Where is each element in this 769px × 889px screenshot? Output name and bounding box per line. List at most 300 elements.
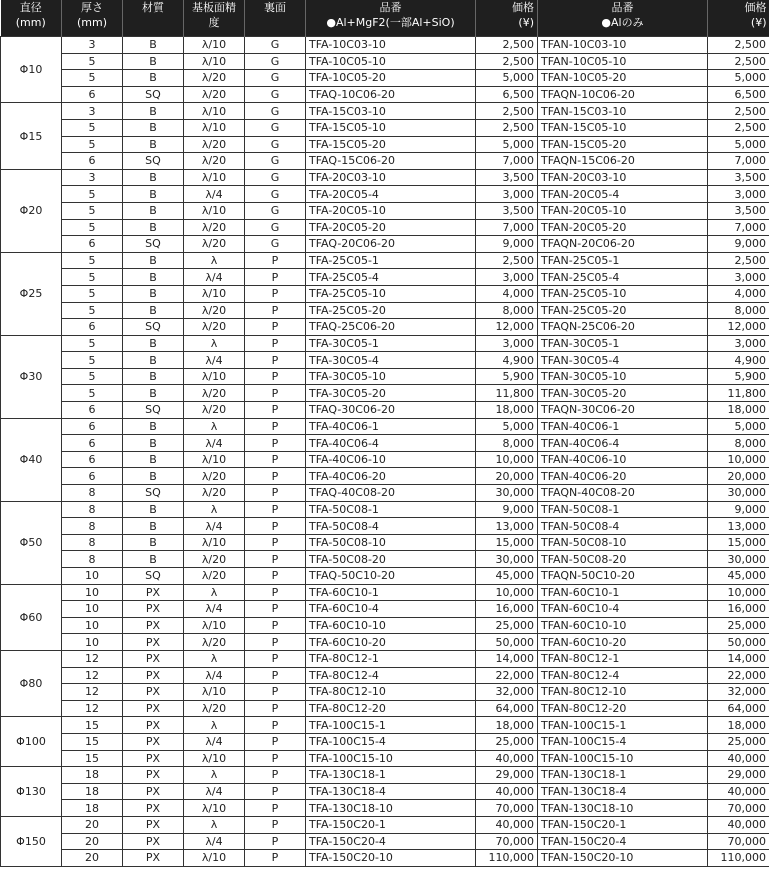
price-b-cell: 7,000 [708, 219, 769, 236]
back-cell: P [245, 551, 306, 568]
back-cell: G [245, 169, 306, 186]
part-number-b-cell: TFAN-30C05-4 [538, 352, 708, 369]
part-number-b-cell: TFAN-25C05-1 [538, 252, 708, 269]
back-cell: P [245, 385, 306, 402]
thickness-cell: 8 [62, 485, 123, 502]
price-a-cell: 18,000 [476, 402, 538, 419]
precision-cell: λ [184, 418, 245, 435]
material-cell: PX [123, 800, 184, 817]
price-a-cell: 45,000 [476, 568, 538, 585]
table-row [1, 534, 769, 551]
thickness-cell: 5 [62, 202, 123, 219]
part-number-a-cell: TFA-150C20-10 [306, 850, 476, 867]
thickness-cell: 20 [62, 850, 123, 867]
table-row [1, 319, 769, 336]
table-row [1, 202, 769, 219]
back-cell: P [245, 816, 306, 833]
diameter-cell: Φ50 [1, 501, 62, 584]
part-number-a-cell: TFA-80C12-4 [306, 667, 476, 684]
back-cell: P [245, 601, 306, 618]
header-part-number-a: 品番 ●Al+MgF2(一部Al+SiO) [306, 0, 476, 37]
price-a-cell: 8,000 [476, 435, 538, 452]
thickness-cell: 5 [62, 352, 123, 369]
price-b-cell: 3,000 [708, 186, 769, 203]
precision-cell: λ/20 [184, 485, 245, 502]
thickness-cell: 5 [62, 70, 123, 87]
price-a-cell: 5,000 [476, 70, 538, 87]
part-number-b-cell: TFAN-10C05-10 [538, 53, 708, 70]
precision-cell: λ/10 [184, 850, 245, 867]
table-row [1, 335, 769, 352]
price-b-cell: 3,500 [708, 169, 769, 186]
part-number-b-cell: TFAN-130C18-4 [538, 783, 708, 800]
part-number-b-cell: TFAN-80C12-10 [538, 684, 708, 701]
price-b-cell: 2,500 [708, 37, 769, 54]
header-price-b: 価格 (¥) [708, 0, 769, 37]
part-number-b-cell: TFAQN-40C08-20 [538, 485, 708, 502]
material-cell: B [123, 119, 184, 136]
header-price-a: 価格 (¥) [476, 0, 538, 37]
table-row [1, 783, 769, 800]
material-cell: B [123, 37, 184, 54]
part-number-a-cell: TFA-150C20-1 [306, 816, 476, 833]
precision-cell: λ/10 [184, 103, 245, 120]
thickness-cell: 5 [62, 186, 123, 203]
price-a-cell: 7,000 [476, 219, 538, 236]
table-row [1, 70, 769, 87]
part-number-b-cell: TFAN-50C08-20 [538, 551, 708, 568]
price-a-cell: 40,000 [476, 750, 538, 767]
price-b-cell: 45,000 [708, 568, 769, 585]
part-number-b-cell: TFAN-15C03-10 [538, 103, 708, 120]
back-cell: P [245, 700, 306, 717]
price-b-cell: 5,900 [708, 368, 769, 385]
price-a-cell: 30,000 [476, 485, 538, 502]
table-row [1, 119, 769, 136]
back-cell: P [245, 850, 306, 867]
back-cell: P [245, 451, 306, 468]
table-row [1, 368, 769, 385]
part-number-a-cell: TFA-10C05-10 [306, 53, 476, 70]
table-row [1, 451, 769, 468]
precision-cell: λ/4 [184, 269, 245, 286]
price-b-cell: 2,500 [708, 252, 769, 269]
table-row [1, 584, 769, 601]
thickness-cell: 6 [62, 153, 123, 170]
price-b-cell: 4,900 [708, 352, 769, 369]
price-a-cell: 3,500 [476, 202, 538, 219]
price-a-cell: 2,500 [476, 53, 538, 70]
table-row [1, 418, 769, 435]
precision-cell: λ/20 [184, 86, 245, 103]
part-number-a-cell: TFA-25C05-4 [306, 269, 476, 286]
part-number-b-cell: TFAN-10C05-20 [538, 70, 708, 87]
table-row [1, 833, 769, 850]
precision-cell: λ/4 [184, 435, 245, 452]
price-a-cell: 5,900 [476, 368, 538, 385]
diameter-cell: Φ130 [1, 767, 62, 817]
back-cell: P [245, 285, 306, 302]
thickness-cell: 5 [62, 385, 123, 402]
thickness-cell: 20 [62, 833, 123, 850]
header-back: 裏面 [245, 0, 306, 37]
thickness-cell: 18 [62, 783, 123, 800]
price-b-cell: 5,000 [708, 418, 769, 435]
back-cell: G [245, 136, 306, 153]
price-a-cell: 2,500 [476, 103, 538, 120]
part-number-b-cell: TFAQN-25C06-20 [538, 319, 708, 336]
price-a-cell: 10,000 [476, 451, 538, 468]
material-cell: SQ [123, 86, 184, 103]
price-a-cell: 110,000 [476, 850, 538, 867]
back-cell: G [245, 202, 306, 219]
back-cell: P [245, 501, 306, 518]
table-row [1, 252, 769, 269]
material-cell: PX [123, 717, 184, 734]
table-row [1, 816, 769, 833]
back-cell: G [245, 219, 306, 236]
material-cell: B [123, 219, 184, 236]
thickness-cell: 12 [62, 667, 123, 684]
thickness-cell: 15 [62, 733, 123, 750]
price-b-cell: 64,000 [708, 700, 769, 717]
material-cell: B [123, 202, 184, 219]
part-number-b-cell: TFAN-20C05-10 [538, 202, 708, 219]
part-number-b-cell: TFAN-10C03-10 [538, 37, 708, 54]
price-b-cell: 30,000 [708, 485, 769, 502]
table-header [1, 0, 769, 37]
part-number-a-cell: TFA-60C10-1 [306, 584, 476, 601]
part-number-b-cell: TFAQN-20C06-20 [538, 236, 708, 253]
thickness-cell: 10 [62, 617, 123, 634]
thickness-cell: 18 [62, 800, 123, 817]
precision-cell: λ [184, 335, 245, 352]
thickness-cell: 12 [62, 650, 123, 667]
precision-cell: λ/4 [184, 186, 245, 203]
price-b-cell: 18,000 [708, 402, 769, 419]
price-b-cell: 8,000 [708, 435, 769, 452]
back-cell: P [245, 302, 306, 319]
thickness-cell: 6 [62, 435, 123, 452]
price-a-cell: 18,000 [476, 717, 538, 734]
back-cell: P [245, 335, 306, 352]
back-cell: G [245, 37, 306, 54]
part-number-b-cell: TFAN-100C15-4 [538, 733, 708, 750]
material-cell: B [123, 534, 184, 551]
material-cell: B [123, 103, 184, 120]
thickness-cell: 5 [62, 53, 123, 70]
table-row [1, 468, 769, 485]
precision-cell: λ/10 [184, 53, 245, 70]
part-number-a-cell: TFA-30C05-10 [306, 368, 476, 385]
diameter-cell: Φ40 [1, 418, 62, 501]
table-row [1, 385, 769, 402]
back-cell: G [245, 103, 306, 120]
price-b-cell: 25,000 [708, 733, 769, 750]
part-number-b-cell: TFAN-15C05-10 [538, 119, 708, 136]
price-b-cell: 70,000 [708, 833, 769, 850]
material-cell: B [123, 435, 184, 452]
back-cell: P [245, 717, 306, 734]
part-number-a-cell: TFA-25C05-1 [306, 252, 476, 269]
thickness-cell: 10 [62, 584, 123, 601]
back-cell: G [245, 236, 306, 253]
diameter-cell: Φ60 [1, 584, 62, 650]
table-row [1, 219, 769, 236]
part-number-a-cell: TFAQ-15C06-20 [306, 153, 476, 170]
table-row [1, 169, 769, 186]
table-row [1, 236, 769, 253]
material-cell: PX [123, 667, 184, 684]
part-number-a-cell: TFA-40C06-10 [306, 451, 476, 468]
precision-cell: λ/20 [184, 153, 245, 170]
price-a-cell: 3,500 [476, 169, 538, 186]
price-a-cell: 29,000 [476, 767, 538, 784]
price-b-cell: 9,000 [708, 236, 769, 253]
price-b-cell: 32,000 [708, 684, 769, 701]
price-a-cell: 3,000 [476, 269, 538, 286]
part-number-a-cell: TFAQ-20C06-20 [306, 236, 476, 253]
part-number-b-cell: TFAN-50C08-10 [538, 534, 708, 551]
material-cell: PX [123, 700, 184, 717]
price-a-cell: 14,000 [476, 650, 538, 667]
part-number-b-cell: TFAN-50C08-1 [538, 501, 708, 518]
back-cell: P [245, 568, 306, 585]
part-number-a-cell: TFA-50C08-1 [306, 501, 476, 518]
material-cell: B [123, 518, 184, 535]
precision-cell: λ/10 [184, 169, 245, 186]
part-number-b-cell: TFAN-60C10-1 [538, 584, 708, 601]
thickness-cell: 6 [62, 402, 123, 419]
material-cell: PX [123, 684, 184, 701]
part-number-b-cell: TFAQN-10C06-20 [538, 86, 708, 103]
price-a-cell: 5,000 [476, 418, 538, 435]
back-cell: P [245, 634, 306, 651]
back-cell: P [245, 485, 306, 502]
back-cell: G [245, 186, 306, 203]
part-number-b-cell: TFAN-25C05-20 [538, 302, 708, 319]
thickness-cell: 10 [62, 601, 123, 618]
part-number-a-cell: TFA-130C18-10 [306, 800, 476, 817]
part-number-b-cell: TFAN-40C06-4 [538, 435, 708, 452]
thickness-cell: 5 [62, 285, 123, 302]
material-cell: B [123, 53, 184, 70]
diameter-cell: Φ30 [1, 335, 62, 418]
thickness-cell: 5 [62, 252, 123, 269]
table-row [1, 352, 769, 369]
back-cell: G [245, 86, 306, 103]
precision-cell: λ/4 [184, 352, 245, 369]
material-cell: PX [123, 617, 184, 634]
diameter-cell: Φ80 [1, 650, 62, 716]
precision-cell: λ/10 [184, 285, 245, 302]
thickness-cell: 5 [62, 335, 123, 352]
part-number-b-cell: TFAN-100C15-10 [538, 750, 708, 767]
part-number-b-cell: TFAN-150C20-4 [538, 833, 708, 850]
material-cell: PX [123, 750, 184, 767]
back-cell: P [245, 319, 306, 336]
part-number-a-cell: TFAQ-30C06-20 [306, 402, 476, 419]
material-cell: PX [123, 833, 184, 850]
table-row [1, 501, 769, 518]
price-a-cell: 70,000 [476, 800, 538, 817]
part-number-b-cell: TFAN-150C20-10 [538, 850, 708, 867]
precision-cell: λ/20 [184, 385, 245, 402]
material-cell: B [123, 136, 184, 153]
precision-cell: λ/20 [184, 568, 245, 585]
material-cell: SQ [123, 402, 184, 419]
diameter-cell: Φ25 [1, 252, 62, 335]
thickness-cell: 8 [62, 551, 123, 568]
precision-cell: λ/20 [184, 551, 245, 568]
back-cell: G [245, 153, 306, 170]
price-a-cell: 25,000 [476, 733, 538, 750]
material-cell: SQ [123, 153, 184, 170]
table-row [1, 269, 769, 286]
table-row [1, 153, 769, 170]
back-cell: P [245, 534, 306, 551]
precision-cell: λ/4 [184, 667, 245, 684]
back-cell: P [245, 733, 306, 750]
part-number-b-cell: TFAN-100C15-1 [538, 717, 708, 734]
price-a-cell: 10,000 [476, 584, 538, 601]
price-b-cell: 20,000 [708, 468, 769, 485]
price-a-cell: 40,000 [476, 816, 538, 833]
price-b-cell: 7,000 [708, 153, 769, 170]
part-number-a-cell: TFA-20C05-4 [306, 186, 476, 203]
diameter-cell: Φ10 [1, 37, 62, 103]
table-row [1, 800, 769, 817]
part-number-b-cell: TFAN-15C05-20 [538, 136, 708, 153]
material-cell: B [123, 451, 184, 468]
part-number-b-cell: TFAQN-50C10-20 [538, 568, 708, 585]
back-cell: P [245, 750, 306, 767]
header-precision: 基板面精度 [184, 0, 245, 37]
table-row [1, 700, 769, 717]
back-cell: P [245, 650, 306, 667]
table-row [1, 103, 769, 120]
part-number-b-cell: TFAN-30C05-1 [538, 335, 708, 352]
back-cell: G [245, 119, 306, 136]
part-number-a-cell: TFAQ-10C06-20 [306, 86, 476, 103]
price-b-cell: 6,500 [708, 86, 769, 103]
part-number-a-cell: TFA-150C20-4 [306, 833, 476, 850]
back-cell: G [245, 70, 306, 87]
back-cell: P [245, 352, 306, 369]
price-b-cell: 3,000 [708, 335, 769, 352]
part-number-a-cell: TFA-100C15-1 [306, 717, 476, 734]
part-number-b-cell: TFAN-30C05-10 [538, 368, 708, 385]
part-number-a-cell: TFA-40C06-1 [306, 418, 476, 435]
price-b-cell: 18,000 [708, 717, 769, 734]
material-cell: B [123, 285, 184, 302]
part-number-b-cell: TFAN-80C12-20 [538, 700, 708, 717]
precision-cell: λ/10 [184, 119, 245, 136]
thickness-cell: 8 [62, 534, 123, 551]
thickness-cell: 8 [62, 518, 123, 535]
thickness-cell: 6 [62, 418, 123, 435]
material-cell: B [123, 352, 184, 369]
price-b-cell: 40,000 [708, 750, 769, 767]
part-number-b-cell: TFAN-80C12-1 [538, 650, 708, 667]
precision-cell: λ/10 [184, 617, 245, 634]
part-number-a-cell: TFA-100C15-10 [306, 750, 476, 767]
table-row [1, 86, 769, 103]
material-cell: PX [123, 767, 184, 784]
header-material: 材質 [123, 0, 184, 37]
thickness-cell: 10 [62, 634, 123, 651]
price-a-cell: 64,000 [476, 700, 538, 717]
part-number-b-cell: TFAN-60C10-20 [538, 634, 708, 651]
price-a-cell: 22,000 [476, 667, 538, 684]
header-thickness: 厚さ (mm) [62, 0, 123, 37]
price-b-cell: 40,000 [708, 816, 769, 833]
part-number-b-cell: TFAN-40C06-10 [538, 451, 708, 468]
material-cell: B [123, 368, 184, 385]
price-a-cell: 40,000 [476, 783, 538, 800]
precision-cell: λ/10 [184, 202, 245, 219]
thickness-cell: 5 [62, 119, 123, 136]
table-row [1, 518, 769, 535]
price-b-cell: 110,000 [708, 850, 769, 867]
part-number-a-cell: TFA-80C12-10 [306, 684, 476, 701]
back-cell: P [245, 667, 306, 684]
price-a-cell: 25,000 [476, 617, 538, 634]
price-b-cell: 29,000 [708, 767, 769, 784]
part-number-b-cell: TFAN-60C10-4 [538, 601, 708, 618]
price-b-cell: 14,000 [708, 650, 769, 667]
precision-cell: λ [184, 767, 245, 784]
part-number-a-cell: TFA-100C15-4 [306, 733, 476, 750]
part-number-b-cell: TFAN-80C12-4 [538, 667, 708, 684]
back-cell: P [245, 269, 306, 286]
table-row [1, 402, 769, 419]
thickness-cell: 5 [62, 302, 123, 319]
back-cell: G [245, 53, 306, 70]
price-b-cell: 30,000 [708, 551, 769, 568]
price-b-cell: 4,000 [708, 285, 769, 302]
price-b-cell: 70,000 [708, 800, 769, 817]
thickness-cell: 15 [62, 750, 123, 767]
table-row [1, 285, 769, 302]
price-a-cell: 2,500 [476, 252, 538, 269]
back-cell: P [245, 684, 306, 701]
precision-cell: λ/20 [184, 319, 245, 336]
material-cell: B [123, 169, 184, 186]
back-cell: P [245, 368, 306, 385]
back-cell: P [245, 435, 306, 452]
back-cell: P [245, 767, 306, 784]
price-b-cell: 15,000 [708, 534, 769, 551]
thickness-cell: 6 [62, 86, 123, 103]
part-number-b-cell: TFAN-20C05-4 [538, 186, 708, 203]
precision-cell: λ [184, 584, 245, 601]
material-cell: PX [123, 634, 184, 651]
material-cell: PX [123, 850, 184, 867]
part-number-a-cell: TFA-10C05-20 [306, 70, 476, 87]
price-a-cell: 6,500 [476, 86, 538, 103]
material-cell: SQ [123, 236, 184, 253]
price-a-cell: 8,000 [476, 302, 538, 319]
precision-cell: λ/10 [184, 750, 245, 767]
precision-cell: λ/10 [184, 684, 245, 701]
precision-cell: λ [184, 650, 245, 667]
thickness-cell: 8 [62, 501, 123, 518]
part-number-a-cell: TFAQ-40C08-20 [306, 485, 476, 502]
precision-cell: λ/20 [184, 700, 245, 717]
precision-cell: λ/20 [184, 634, 245, 651]
material-cell: B [123, 335, 184, 352]
